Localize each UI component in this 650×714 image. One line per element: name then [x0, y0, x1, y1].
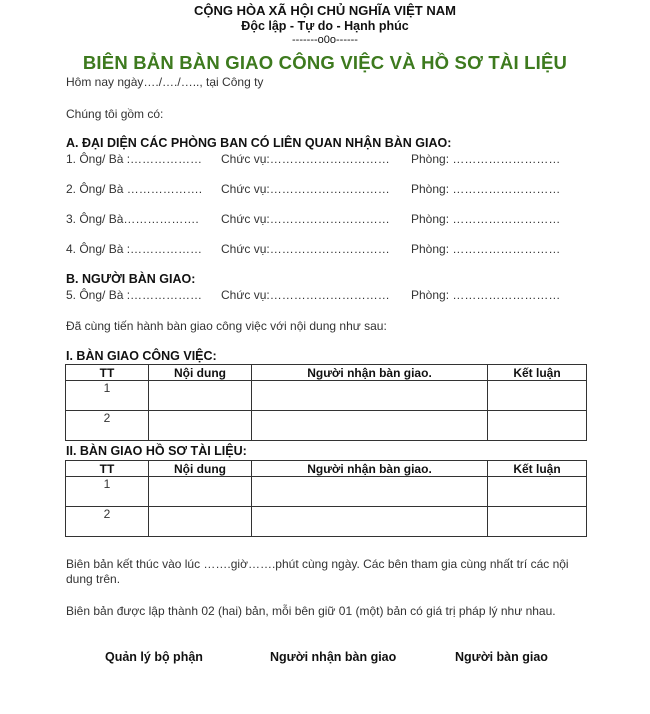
- copies-paragraph: Biên bản được lập thành 02 (hai) bản, mỗi bên giữ 01 (một) bản có giá trị pháp lý như nhau.: [66, 604, 556, 618]
- row-number: 2: [66, 411, 149, 441]
- receiver-cell[interactable]: [252, 477, 488, 507]
- person-field: 4. Ông/ Bà :………………: [66, 242, 203, 256]
- position-field: Chức vụ:…………………………: [221, 212, 390, 226]
- column-header: Người nhận bàn giao.: [252, 365, 488, 381]
- conclusion-cell[interactable]: [488, 381, 587, 411]
- department-field: Phòng: ………………………: [411, 288, 561, 302]
- date-line: Hôm nay ngày…./…./….., tại Công ty: [66, 75, 264, 89]
- content-cell[interactable]: [149, 507, 252, 537]
- position-field: Chức vụ:…………………………: [221, 182, 390, 196]
- receiver-cell[interactable]: [252, 411, 488, 441]
- table-row: [66, 381, 587, 411]
- column-header: TT: [66, 365, 149, 381]
- signature-label-handover: Người bàn giao: [455, 650, 548, 664]
- national-motto: Độc lập - Tự do - Hạnh phúc: [241, 19, 409, 33]
- document-title: BIÊN BẢN BÀN GIAO CÔNG VIỆC VÀ HỒ SƠ TÀI LIỆU: [82, 52, 568, 73]
- column-header: Nội dung: [149, 365, 252, 381]
- row-number: 1: [66, 381, 149, 411]
- person-field: 5. Ông/ Bà :………………: [66, 288, 203, 302]
- content-cell[interactable]: [149, 411, 252, 441]
- conclusion-cell[interactable]: [488, 477, 587, 507]
- work-handover-table: [65, 364, 587, 441]
- column-header: Kết luận: [488, 365, 587, 381]
- header-separator: -------o0o------: [292, 34, 358, 46]
- column-header: Kết luận: [488, 461, 587, 477]
- signature-label-receiver: Người nhận bàn giao: [270, 650, 397, 664]
- table-header-row: [66, 365, 587, 381]
- person-field: 3. Ông/ Bà……………….: [66, 212, 199, 226]
- content-cell[interactable]: [149, 477, 252, 507]
- department-field: Phòng: ………………………: [411, 152, 561, 166]
- section-b-heading: B. NGƯỜI BÀN GIAO:: [66, 272, 196, 286]
- end-time-paragraph: Biên bản kết thúc vào lúc …….giờ…….phút cùng ngày. Các bên tham gia cùng nhất trí các nội dung trên.: [66, 557, 569, 586]
- section-a-heading: A. ĐẠI DIỆN CÁC PHÒNG BAN CÓ LIÊN QUAN NHẬN BÀN GIAO:: [66, 136, 452, 150]
- column-header: Người nhận bàn giao.: [252, 461, 488, 477]
- position-field: Chức vụ:…………………………: [221, 242, 390, 256]
- position-field: Chức vụ:…………………………: [221, 288, 390, 302]
- row-number: 2: [66, 507, 149, 537]
- department-field: Phòng: ………………………: [411, 212, 561, 226]
- person-field: 2. Ông/ Bà ……………….: [66, 182, 203, 196]
- column-header: Nội dung: [149, 461, 252, 477]
- department-field: Phòng: ………………………: [411, 242, 561, 256]
- table-header-row: [66, 461, 587, 477]
- document-handover-table: [65, 460, 587, 537]
- handover-intro: Đã cùng tiến hành bàn giao công việc với nội dung như sau:: [66, 319, 387, 333]
- position-field: Chức vụ:…………………………: [221, 152, 390, 166]
- national-title: CỘNG HÒA XÃ HỘI CHỦ NGHĨA VIỆT NAM: [194, 3, 456, 18]
- table-row: [66, 411, 587, 441]
- person-field: 1. Ông/ Bà :………………: [66, 152, 203, 166]
- conclusion-cell[interactable]: [488, 411, 587, 441]
- receiver-cell[interactable]: [252, 507, 488, 537]
- receiver-cell[interactable]: [252, 381, 488, 411]
- table-row: [66, 507, 587, 537]
- department-field: Phòng: ………………………: [411, 182, 561, 196]
- row-number: 1: [66, 477, 149, 507]
- table1-heading: I. BÀN GIAO CÔNG VIỆC:: [66, 349, 217, 363]
- table-row: [66, 477, 587, 507]
- conclusion-cell[interactable]: [488, 507, 587, 537]
- table2-heading: II. BÀN GIAO HỒ SƠ TÀI LIỆU:: [66, 444, 247, 458]
- column-header: TT: [66, 461, 149, 477]
- signature-label-manager: Quản lý bộ phận: [105, 650, 203, 664]
- content-cell[interactable]: [149, 381, 252, 411]
- members-intro: Chúng tôi gồm có:: [66, 107, 164, 121]
